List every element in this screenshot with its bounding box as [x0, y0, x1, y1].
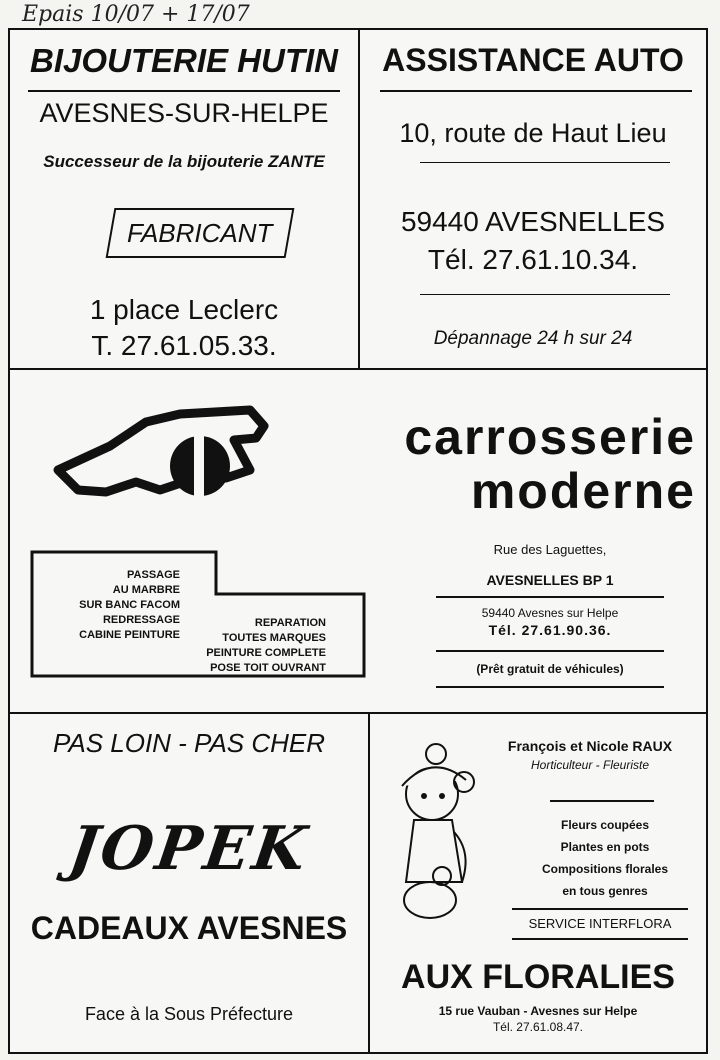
jopek-location: Face à la Sous Préfecture: [84, 1004, 294, 1024]
carrosserie-title: carrosserie: [404, 409, 696, 465]
rule: [420, 294, 670, 295]
product-item: Compositions florales: [541, 862, 669, 876]
carrosserie-phone: Tél. 27.61.90.36.: [488, 622, 612, 638]
floralies-address: 15 rue Vauban - Avesnes sur Helpe: [438, 1004, 638, 1018]
handwritten-note: Epais 10/07 + 17/07: [22, 2, 250, 27]
jopek-slogan: PAS LOIN - PAS CHER: [52, 728, 326, 758]
service-item: PEINTURE COMPLETE: [206, 647, 326, 659]
bijouterie-phone: T. 27.61.05.33.: [91, 330, 277, 361]
carrosserie-offer: (Prêt gratuit de véhicules): [476, 662, 624, 676]
fabricant-badge: [106, 208, 295, 258]
bijouterie-town: AVESNES-SUR-HELPE: [39, 98, 329, 128]
jopek-logo: JOPEK: [64, 814, 314, 884]
floralies-phone: Tél. 27.61.08.47.: [492, 1020, 584, 1034]
assistance-service: Dépannage 24 h sur 24: [433, 328, 633, 349]
rule: [380, 90, 692, 92]
flower-icon: [426, 744, 446, 764]
divider-row2: [10, 712, 706, 714]
floralies-name: AUX FLORALIES: [401, 958, 675, 996]
bijouterie-address: 1 place Leclerc: [89, 294, 279, 325]
bijouterie-successor: Successeur de la bijouterie ZANTE: [43, 152, 325, 171]
emblem-bar-icon: [194, 436, 204, 496]
floralies-owners: François et Nicole RAUX: [507, 738, 673, 754]
product-item: en tous genres: [562, 884, 648, 898]
rule: [436, 686, 664, 688]
services-left: [50, 568, 180, 643]
bijouterie-name: BIJOUTERIE HUTIN: [29, 42, 339, 79]
service-item: TOUTES MARQUES: [222, 632, 326, 644]
rule: [436, 596, 664, 598]
assistance-phone: Tél. 27.61.10.34.: [427, 244, 639, 275]
service-item: REDRESSAGE: [102, 614, 180, 626]
flower-icon: [454, 772, 474, 792]
service-item: AU MARBRE: [112, 584, 180, 596]
carrosserie-postal: 59440 Avesnes sur Helpe: [481, 606, 619, 620]
floralies-products: [500, 814, 710, 902]
rule: [512, 908, 688, 910]
assistance-name: ASSISTANCE AUTO: [382, 42, 684, 78]
car-outline-icon: [58, 410, 264, 492]
assistance-street: 10, route de Haut Lieu: [399, 118, 667, 148]
divider-row1: [10, 368, 706, 370]
divider-bottom: [368, 712, 370, 1054]
service-item: POSE TOIT OUVRANT: [210, 662, 326, 674]
service-item: PASSAGE: [127, 569, 180, 581]
floralies-service: SERVICE INTERFLORA: [528, 916, 672, 931]
divider-top: [358, 30, 360, 368]
rule: [436, 650, 664, 652]
product-item: Plantes en pots: [560, 840, 650, 854]
carrosserie-street: Rue des Laguettes,: [493, 542, 607, 557]
floralies-trade: Horticulteur - Fleuriste: [530, 758, 650, 772]
fabricant-label: FABRICANT: [127, 218, 273, 248]
rule: [28, 90, 340, 92]
services-right: [176, 616, 326, 676]
service-item: CABINE PEINTURE: [79, 629, 180, 641]
rule: [550, 800, 654, 802]
rule: [420, 162, 670, 163]
product-item: Fleurs coupées: [560, 818, 650, 832]
jopek-tagline: CADEAUX AVESNES: [30, 910, 348, 946]
rule: [512, 938, 688, 940]
service-item: SUR BANC FACOM: [79, 599, 180, 611]
basket-icon: [404, 882, 456, 918]
ad-page: [8, 28, 708, 1054]
service-item: REPARATION: [254, 617, 326, 629]
carrosserie-town: AVESNELLES BP 1: [486, 572, 614, 588]
carrosserie-logo: [50, 386, 280, 506]
moderne-title: moderne: [470, 463, 696, 519]
assistance-town: 59440 AVESNELLES: [400, 206, 666, 237]
